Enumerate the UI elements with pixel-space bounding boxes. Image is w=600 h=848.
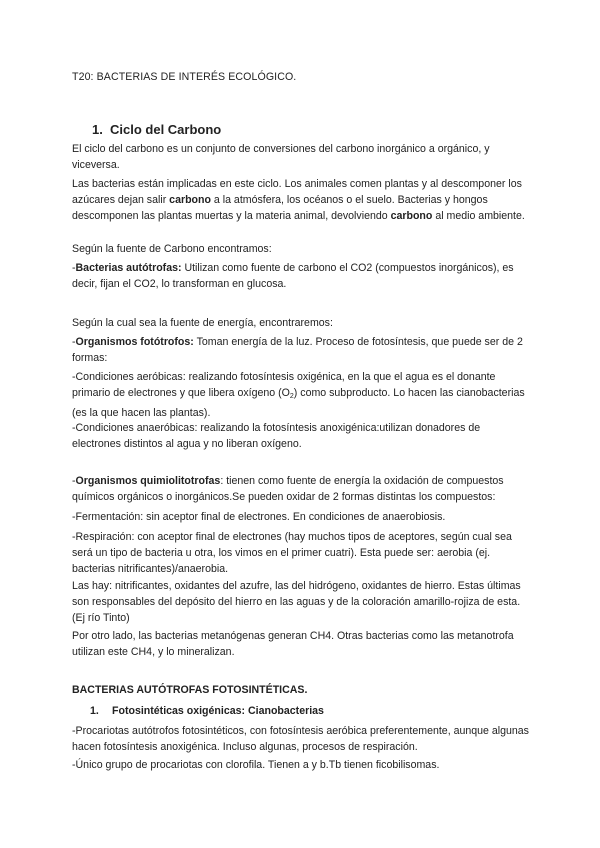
bold-term: Organismos quimiolitotrofas — [75, 475, 221, 487]
text-run: al medio ambiente. — [432, 210, 525, 222]
paragraph-procariotas-autotrofos: -Procariotas autótrofos fotosintéticos, con fotosíntesis aeróbica preferentemente, aunque algunas hacen fotosíntesis anoxigénica. Incluso algunas, procesos de respiración. — [72, 725, 529, 753]
subheading-cianobacterias — [90, 705, 324, 717]
bold-term: carbono — [169, 194, 211, 206]
text-run: Las bacterias están implicadas en este ciclo. Los animales comen plantas y al descomponer los azúcares dejan salir — [72, 178, 522, 206]
paragraph-fuente-carbono: Según la fuente de Carbono encontramos: — [72, 243, 272, 255]
text-run: a la atmósfera, los océanos o el suelo. Bacterias y hongos descomponen las plantas muertas y la materia animal, devolviendo — [72, 194, 488, 222]
paragraph-organismos-quimiolitotrofas — [72, 473, 530, 505]
paragraph-clorofila: -Único grupo de procariotas con clorofila. Tienen a y b.Tb tienen ficobilisomas. — [72, 759, 440, 771]
text-run: ) como subproducto. Lo hacen las cianobacterias (es la que hacen las plantas). — [72, 387, 525, 419]
heading-bacterias-autotrofas-fotosinteticas: BACTERIAS AUTÓTROFAS FOTOSINTÉTICAS. — [72, 684, 308, 696]
section-title: Ciclo del Carbono — [110, 122, 222, 137]
dash: - — [72, 475, 76, 487]
bold-term: Organismos fotótrofos: — [75, 336, 194, 348]
bold-term: carbono — [390, 210, 433, 222]
text-run: Utilizan como fuente de carbono el CO2 (compuestos inorgánicos), es decir, fijan el CO2, lo transforman en glucosa. — [72, 262, 514, 290]
subsection-number: 1. — [90, 705, 99, 717]
paragraph-respiracion: -Respiración: con aceptor final de electrones (hay muchos tipos de aceptores, según cual sea será un tipo de bacteria u otra, los vimos en el primer cuatri). Esta puede ser: aerobia (ej. bacterias nitrificantes)/anaerobia. — [72, 531, 512, 575]
text-run: Toman energía de la luz. Proceso de fotosíntesis, que puede ser de 2 formas: — [72, 336, 523, 364]
dash: - — [72, 336, 76, 348]
paragraph-fuente-energia: Según la cual sea la fuente de energía, encontraremos: — [72, 317, 333, 329]
paragraph-ciclo-definition: El ciclo del carbono es un conjunto de conversiones del carbono inorgánico a orgánico, y viceversa. — [72, 143, 490, 171]
paragraph-bacterias-autotrofas — [72, 260, 530, 292]
text-run: -Condiciones aeróbicas: realizando fotosíntesis oxigénica, en la que el agua es el donante primario de electrones y que libera oxígeno (O — [72, 371, 496, 399]
subscript: 2 — [289, 393, 294, 400]
dash: - — [72, 262, 76, 274]
paragraph-bacterias-ciclo — [72, 176, 530, 224]
paragraph-metanogenas: Por otro lado, las bacterias metanógenas generan CH4. Otras bacterias como las metanotrofa utilizan este CH4, y lo mineralizan. — [72, 630, 514, 658]
section-heading-ciclo-carbono — [92, 122, 221, 137]
paragraph-condiciones-anaerobicas: -Condiciones anaeróbicas: realizando la fotosíntesis anoxigénica:utilizan donadores de electrones distintos al agua y no liberan oxígeno. — [72, 422, 481, 450]
paragraph-fermentacion: -Fermentación: sin aceptor final de electrones. En condiciones de anaerobiosis. — [72, 511, 446, 523]
subsection-title: Fotosintéticas oxigénicas: Cianobacterias — [112, 705, 324, 717]
paragraph-organismos-fototrofos — [72, 334, 530, 366]
section-number: 1. — [92, 122, 103, 137]
paragraph-condiciones-aerobicas — [72, 369, 530, 421]
document-title: T20: BACTERIAS DE INTERÉS ECOLÓGICO. — [72, 71, 297, 83]
paragraph-tipos-oxidantes: Las hay: nitrificantes, oxidantes del azufre, las del hidrógeno, oxidantes de hierro. Estas últimas son responsables del depósito del hierro en las aguas y de la coloración amarillo-rojiza de esta. (Ej río Tinto) — [72, 580, 521, 624]
bold-term: Bacterias autótrofas: — [75, 262, 182, 274]
text-run: : tienen como fuente de energía la oxidación de compuestos químicos orgánicos o inorgánicos.Se pueden oxidar de 2 formas distintas los compuestos: — [72, 475, 504, 503]
